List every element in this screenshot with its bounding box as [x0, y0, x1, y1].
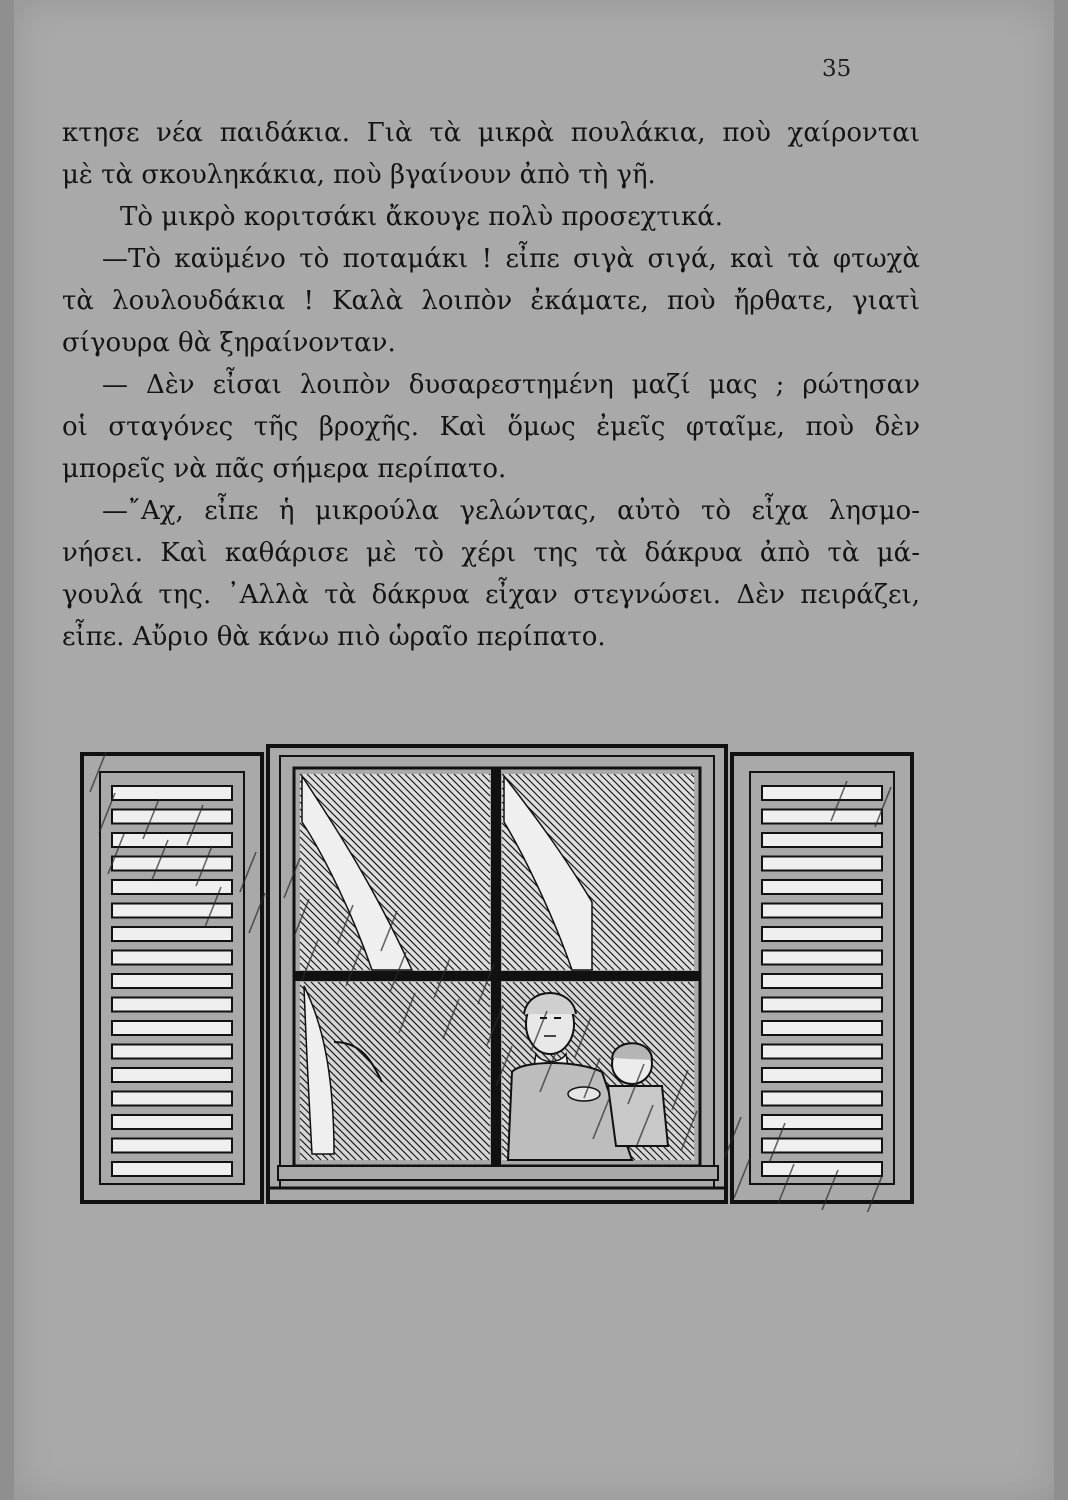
shutter-slat [762, 810, 882, 824]
shutter-slat [762, 1068, 882, 1082]
shutter-slat [112, 1068, 232, 1082]
shutter-slat [112, 857, 232, 871]
shutter-slat [762, 1021, 882, 1035]
shutter-slat [112, 880, 232, 894]
rain-streak [240, 852, 256, 892]
shutter-slat [112, 927, 232, 941]
shutter-slat [762, 1092, 882, 1106]
shutter-slats [112, 786, 232, 1176]
shutter-slat [112, 1045, 232, 1059]
shutter-slat [112, 1115, 232, 1129]
rain-streak [284, 858, 300, 898]
body-text [62, 112, 920, 658]
shutter-slat [112, 998, 232, 1012]
shutter-slat [762, 951, 882, 965]
hatch-line [489, 774, 490, 775]
book-page [14, 0, 1054, 1500]
rain-streak [734, 1158, 750, 1198]
left-shutter [82, 754, 262, 1202]
shutter-slat [762, 904, 882, 918]
shutter-slat [762, 1139, 882, 1153]
shutter-slat [112, 1021, 232, 1035]
text-line: σίγουρα θὰ ξηραίνονταν. [62, 328, 396, 358]
text-line: μὲ τὰ σκουληκάκια, ποὺ βγαίνουν ἀπὸ τὴ γῆ. [62, 160, 656, 190]
text-line: —Τὸ καϋμένο τὸ ποταμάκι ! εἶπε σιγὰ σιγά, καὶ τὰ φτωχὰ [102, 244, 920, 274]
text-line: κτησε νέα παιδάκια. Γιὰ τὰ μικρὰ πουλάκια, ποὺ χαίρονται [62, 118, 920, 148]
text-line: οἱ σταγόνες τῆς βροχῆς. Καὶ ὅμως ἐμεῖς φταῖμε, ποὺ δὲν [62, 412, 920, 442]
shutter-slat [112, 833, 232, 847]
shutter-slat [762, 927, 882, 941]
shutter-slat [762, 1162, 882, 1176]
shutter-slat [762, 857, 882, 871]
shutter-slats [762, 786, 882, 1176]
shutter-slat [112, 1092, 232, 1106]
shutter-slat [112, 974, 232, 988]
window-illustration [72, 742, 922, 1212]
text-line: Τὸ μικρὸ κοριτσάκι ἄκουγε πολὺ προσεχτικά. [120, 202, 724, 232]
text-line: γουλά της. ᾿Αλλὰ τὰ δάκρυα εἶχαν στεγνώσει. Δὲν πειράζει, [62, 580, 920, 610]
text-line: μπορεῖς νὰ πᾶς σήμερα περίπατο. [62, 454, 507, 484]
shutter-slat [112, 786, 232, 800]
text-line: —῎Αχ, εἶπε ἡ μικρούλα γελώντας, αὐτὸ τὸ εἶχα λησμο- [102, 496, 920, 526]
page-number: 35 [822, 56, 852, 82]
shutter-slat [762, 880, 882, 894]
shutter-slat [762, 998, 882, 1012]
shutter-slat [762, 786, 882, 800]
shutter-slat [112, 1139, 232, 1153]
shutter-slat [762, 1115, 882, 1129]
right-shutter [732, 754, 912, 1202]
shutter-slat [762, 974, 882, 988]
text-line: εἶπε. Αὔριο θὰ κάνω πιὸ ὡραῖο περίπατο. [62, 622, 606, 652]
text-line: νήσει. Καὶ καθάρισε μὲ τὸ χέρι της τὰ δάκρυα ἀπὸ τὰ μά- [62, 538, 920, 568]
text-line: τὰ λουλουδάκια ! Καλὰ λοιπὸν ἐκάματε, ποὺ ἤρθατε, γιατὶ [62, 286, 920, 316]
shutter-slat [112, 1162, 232, 1176]
text-line: — Δὲν εἶσαι λοιπὸν δυσαρεστημένη μαζί μας ; ρώτησαν [102, 370, 920, 400]
shutter-slat [762, 1045, 882, 1059]
shutter-slat [762, 833, 882, 847]
shutter-slat [112, 951, 232, 965]
rain-streak [866, 1176, 882, 1212]
shutter-slat [112, 810, 232, 824]
